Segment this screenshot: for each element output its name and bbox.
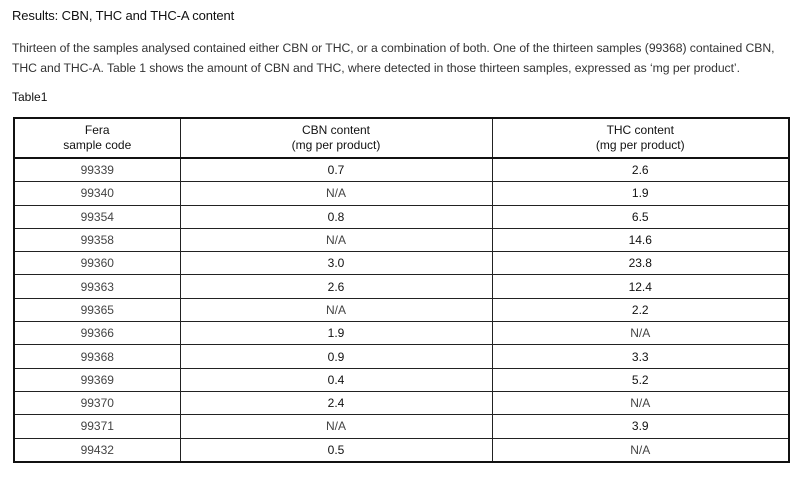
header-sample-code: [14, 118, 180, 158]
thc-cell: 12.4: [492, 275, 789, 298]
header-row: [14, 118, 789, 158]
table-row: [14, 275, 789, 298]
table-row: [14, 438, 789, 462]
sample-code-cell: 99368: [14, 345, 180, 368]
thc-cell: 23.8: [492, 252, 789, 275]
cbn-cell: 1.9: [180, 322, 492, 345]
cbn-cell: 0.5: [180, 438, 492, 462]
cbn-cell: N/A: [180, 182, 492, 205]
cbn-cell: N/A: [180, 298, 492, 321]
thc-cell: 6.5: [492, 205, 789, 228]
table-row: [14, 322, 789, 345]
cbn-cell: 0.4: [180, 368, 492, 391]
thc-cell: N/A: [492, 322, 789, 345]
cbn-cell: 2.6: [180, 275, 492, 298]
sample-code-cell: 99365: [14, 298, 180, 321]
thc-cell: N/A: [492, 391, 789, 414]
sample-code-cell: 99432: [14, 438, 180, 462]
table-row: [14, 368, 789, 391]
sample-code-cell: 99339: [14, 158, 180, 182]
sample-code-cell: 99358: [14, 228, 180, 251]
table-body: [14, 158, 789, 462]
sample-code-cell: 99363: [14, 275, 180, 298]
results-table-container: [13, 117, 788, 463]
sample-code-cell: 99340: [14, 182, 180, 205]
cbn-cell: N/A: [180, 228, 492, 251]
header-line: CBN content: [301, 123, 371, 137]
results-table: [13, 117, 790, 463]
table-row: [14, 298, 789, 321]
sample-code-cell: 99371: [14, 415, 180, 438]
header-cbn-content: [180, 118, 492, 158]
table-row: [14, 345, 789, 368]
cbn-cell: N/A: [180, 415, 492, 438]
header-line: THC content: [606, 123, 674, 137]
cbn-cell: 0.9: [180, 345, 492, 368]
thc-cell: 5.2: [492, 368, 789, 391]
table-row: [14, 252, 789, 275]
sample-code-cell: 99370: [14, 391, 180, 414]
sample-code-cell: 99366: [14, 322, 180, 345]
thc-cell: 1.9: [492, 182, 789, 205]
sample-code-cell: 99369: [14, 368, 180, 391]
sample-code-cell: 99360: [14, 252, 180, 275]
table-row: [14, 415, 789, 438]
header-line: (mg per product): [291, 138, 381, 152]
table-row: [14, 391, 789, 414]
thc-cell: N/A: [492, 438, 789, 462]
sample-code-cell: 99354: [14, 205, 180, 228]
cbn-cell: 3.0: [180, 252, 492, 275]
cbn-cell: 2.4: [180, 391, 492, 414]
thc-cell: 14.6: [492, 228, 789, 251]
header-line: (mg per product): [595, 138, 685, 152]
thc-cell: 3.9: [492, 415, 789, 438]
table-header: [14, 118, 789, 158]
table-row: [14, 228, 789, 251]
header-thc-content: [492, 118, 789, 158]
thc-cell: 2.2: [492, 298, 789, 321]
intro-paragraph: Thirteen of the samples analysed contained either CBN or THC, or a combination of both. One of the thirteen samples (99368) contained CBN, THC and THC-A. Table 1 shows the amount of CBN and THC, where detected in those thirteen samples, expressed as ‘mg per product’.: [12, 41, 775, 75]
cbn-cell: 0.7: [180, 158, 492, 182]
table-row: [14, 182, 789, 205]
thc-cell: 3.3: [492, 345, 789, 368]
table-caption: Table1: [12, 90, 48, 104]
header-line: sample code: [63, 138, 132, 152]
cbn-cell: 0.8: [180, 205, 492, 228]
thc-cell: 2.6: [492, 158, 789, 182]
section-heading: Results: CBN, THC and THC-A content: [12, 8, 235, 23]
table-row: [14, 158, 789, 182]
table-row: [14, 205, 789, 228]
header-line: Fera: [84, 123, 110, 137]
